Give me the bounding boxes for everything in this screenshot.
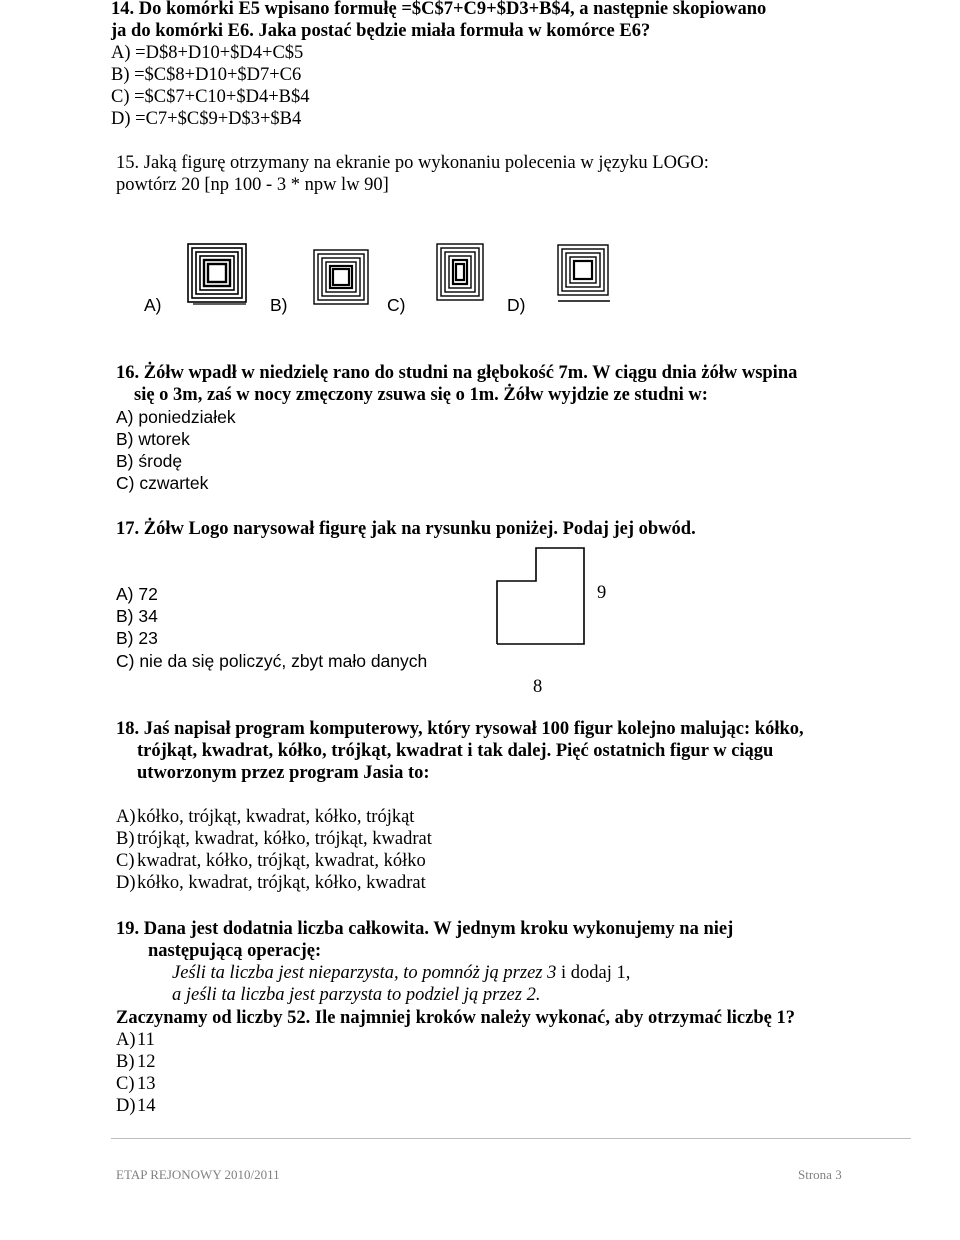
q19-text-line2: następującą operację: (148, 941, 322, 961)
option-letter: A) (116, 807, 136, 827)
option-letter: A) (116, 1030, 136, 1050)
option-letter: C) (116, 851, 135, 871)
q14-option-b: B) =$C$8+D10+$D7+C6 (111, 65, 302, 85)
q19-rule2: a jeśli ta liczba jest parzysta to podziel ją przez 2. (172, 985, 541, 1005)
q14-option-c: C) =$C$7+C10+$D4+B$4 (111, 87, 310, 107)
q17-option-c: C) nie da się policzyć, zbyt mało danych (116, 651, 428, 671)
q18-text-line3: utworzonym przez program Jasia to: (137, 763, 430, 783)
q17-text-line1: 17. Żółw Logo narysował figurę jak na rysunku poniżej. Podaj jej obwód. (116, 519, 696, 539)
spiral-figure-c (436, 243, 484, 303)
option-letter: C) (116, 1074, 135, 1094)
option-letter: B) (116, 829, 135, 849)
q15-label-b: B) (270, 295, 288, 315)
option-text: 13 (137, 1074, 156, 1094)
option-text: 14 (137, 1096, 156, 1116)
q17-dimension-height: 9 (597, 583, 607, 603)
q17-option-b: B) 34 (116, 606, 158, 626)
option-letter: D) (116, 873, 136, 893)
q18-option-a (116, 806, 414, 828)
option-text: kółko, kwadrat, trójkąt, kółko, kwadrat (137, 873, 426, 893)
q19-option-d (116, 1095, 156, 1117)
spiral-figure-a (187, 243, 247, 305)
q18-text-line1: 18. Jaś napisał program komputerowy, który rysował 100 figur kolejno malując: kółko, (116, 719, 804, 739)
q17-option-b2: B) 23 (116, 628, 158, 648)
q16-option-b2: B) środę (116, 451, 183, 471)
q14-option-a: A) =D$8+D10+$D4+C$5 (111, 43, 304, 63)
footer-page-number: Strona 3 (798, 1167, 842, 1182)
q16-option-c: C) czwartek (116, 473, 209, 493)
q17-option-a: A) 72 (116, 584, 158, 604)
q18-text-line2: trójkąt, kwadrat, kółko, trójkąt, kwadrat i tak dalej. Pięć ostatnich figur w ciągu (137, 741, 774, 761)
option-text: kółko, trójkąt, kwadrat, kółko, trójkąt (137, 807, 415, 827)
q15-label-a: A) (144, 295, 162, 315)
option-text: kwadrat, kółko, trójkąt, kwadrat, kółko (137, 851, 426, 871)
step-shape-figure (496, 547, 586, 647)
q19-question: Zaczynamy od liczby 52. Ile najmniej kroków należy wykonać, aby otrzymać liczbę 1? (116, 1008, 795, 1028)
q18-option-d (116, 872, 426, 894)
q19-text-line1: 19. Dana jest dodatnia liczba całkowita. W jednym kroku wykonujemy na niej (116, 919, 734, 939)
footer-left: ETAP REJONOWY 2010/2011 (116, 1167, 280, 1182)
q16-text-line1: 16. Żółw wpadł w niedzielę rano do studni na głębokość 7m. W ciągu dnia żółw wspina (116, 363, 798, 383)
q19-rule1-italic: Jeśli ta liczba jest nieparzysta, to pomnóż ją przez 3 (172, 963, 557, 983)
q19-option-b (116, 1051, 156, 1073)
q17-dimension-width: 8 (533, 677, 543, 697)
q15-text-line1: 15. Jaką figurę otrzymany na ekranie po wykonaniu polecenia w języku LOGO: (116, 153, 709, 173)
q14-text-line2: ja do komórki E6. Jaka postać będzie miała formuła w komórce E6? (111, 21, 651, 41)
q19-rule1-tail: i dodaj 1, (556, 963, 631, 983)
option-text: 12 (137, 1052, 156, 1072)
spiral-figure-d (557, 244, 611, 304)
option-letter: B) (116, 1052, 135, 1072)
q14-text-line1: 14. Do komórki E5 wpisano formułę =$C$7+C9+$D3+B$4, a następnie skopiowano (111, 0, 767, 19)
q16-option-a: A) poniedziałek (116, 407, 236, 427)
q18-option-b (116, 828, 432, 850)
q15-label-d: D) (507, 295, 526, 315)
q15-text-line2: powtórz 20 [np 100 - 3 * npw lw 90] (116, 175, 389, 195)
q16-option-b: B) wtorek (116, 429, 190, 449)
footer-divider (111, 1138, 911, 1139)
spiral-figure-b (313, 249, 371, 307)
q19-option-c (116, 1073, 156, 1095)
q14-option-d: D) =C7+$C$9+D$3+$B4 (111, 109, 302, 129)
option-text: trójkąt, kwadrat, kółko, trójkąt, kwadrat (137, 829, 432, 849)
q16-text-line2: się o 3m, zaś w nocy zmęczony zsuwa się o 1m. Żółw wyjdzie ze studni w: (134, 385, 708, 405)
q15-label-c: C) (387, 295, 406, 315)
q18-option-c (116, 850, 426, 872)
option-text: 11 (137, 1030, 155, 1050)
option-letter: D) (116, 1096, 136, 1116)
q19-rule1 (172, 962, 630, 984)
q19-option-a (116, 1029, 155, 1051)
